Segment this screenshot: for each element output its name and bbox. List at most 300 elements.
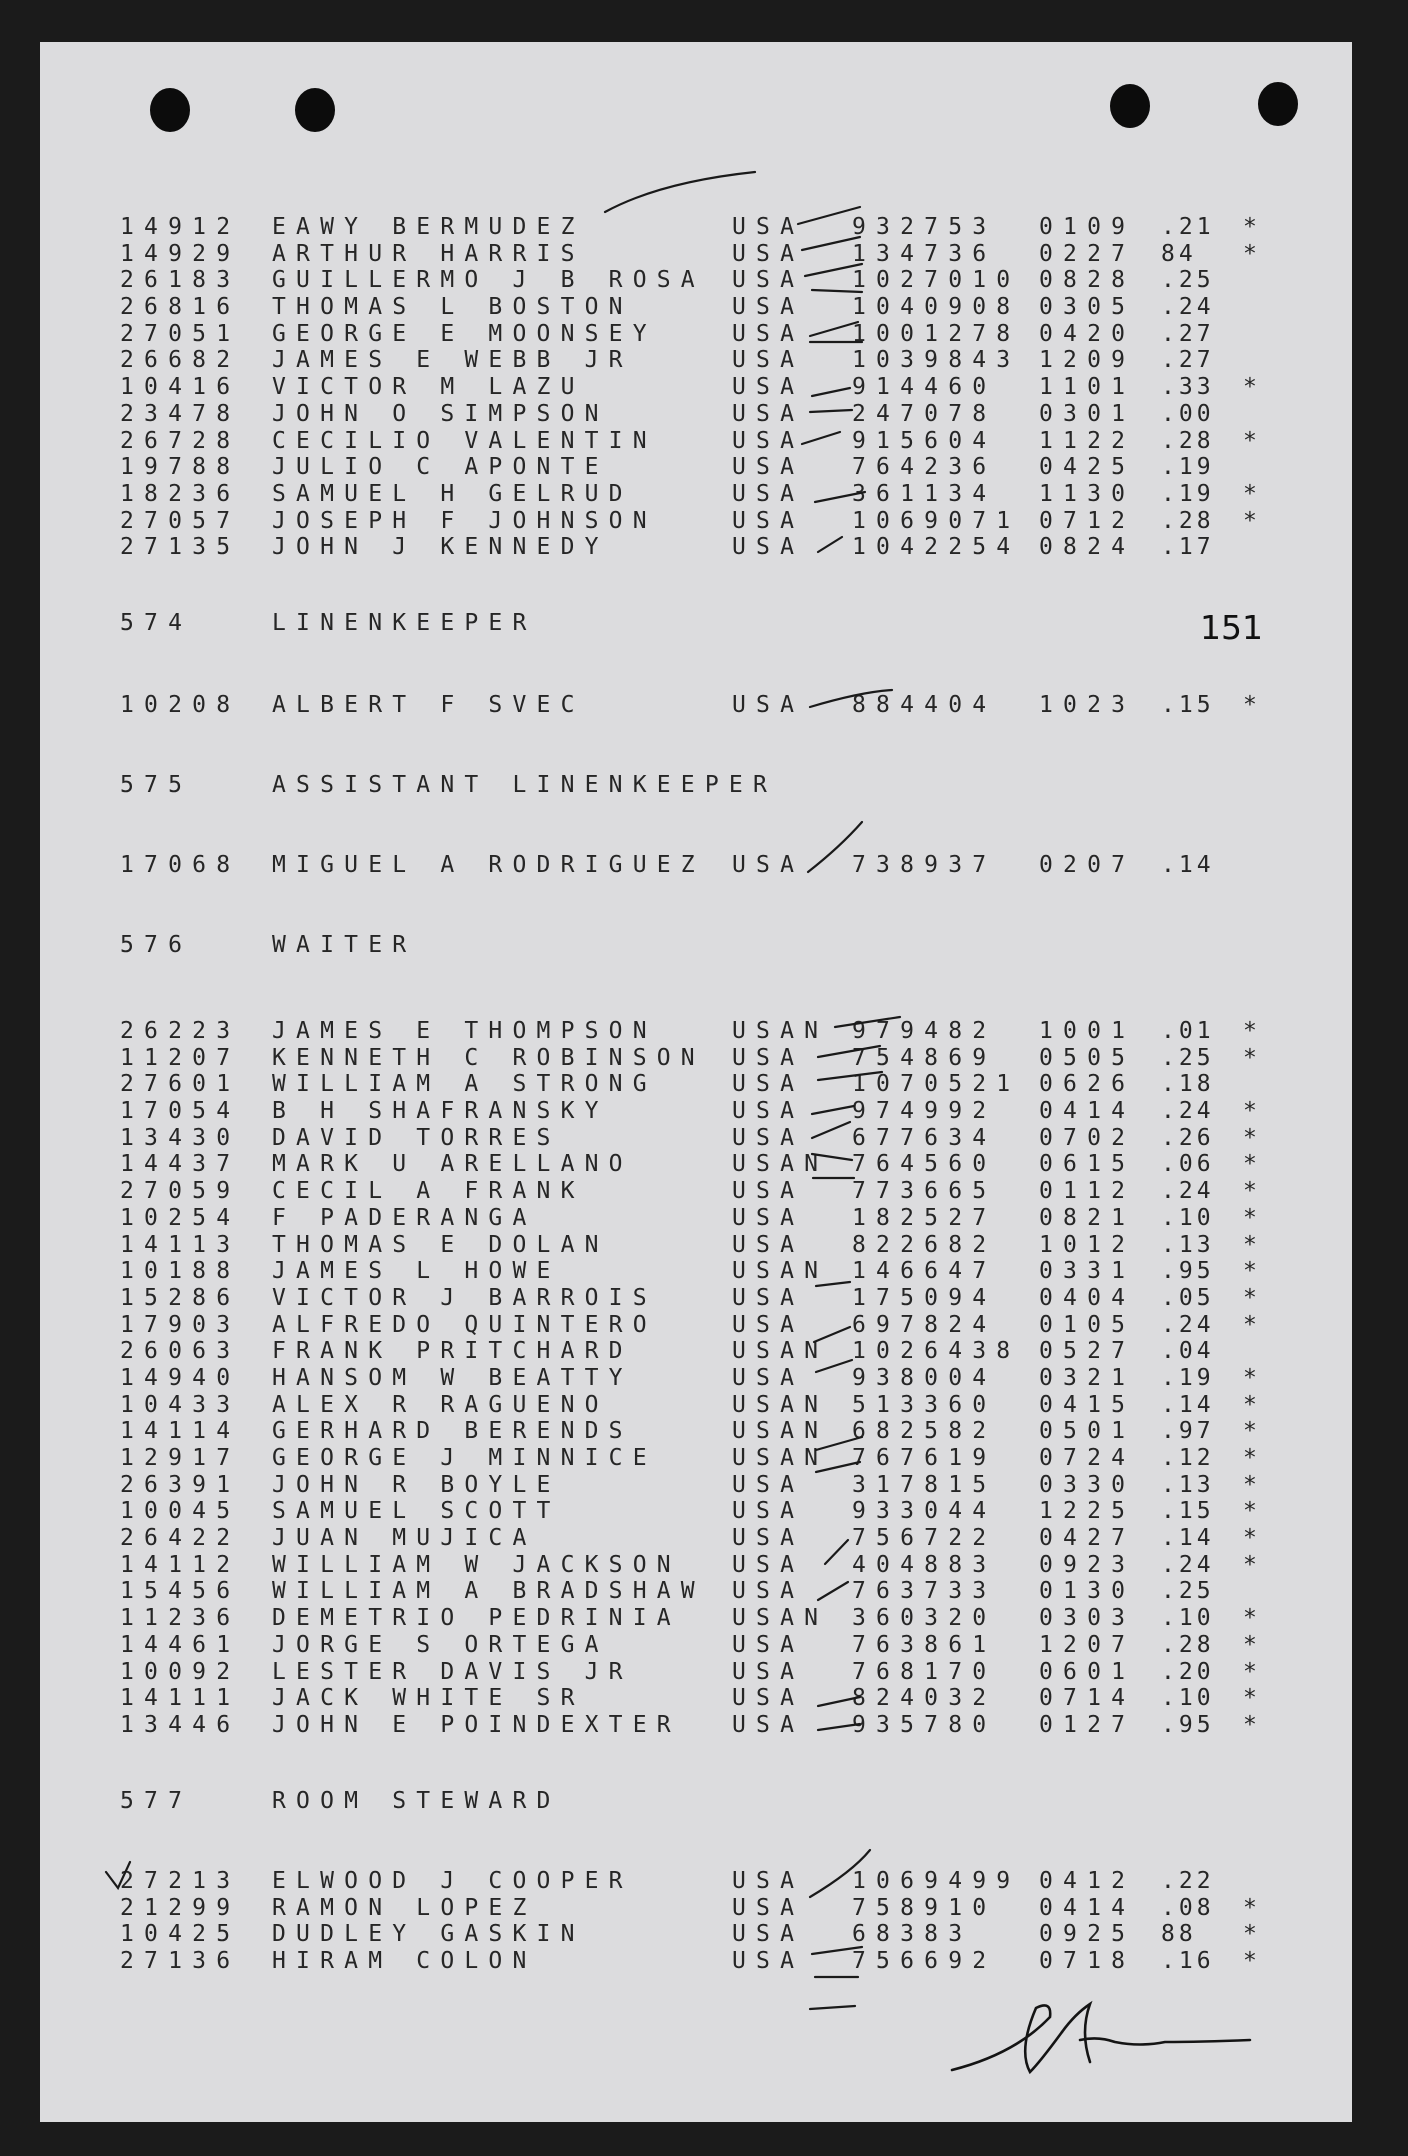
check-mark	[818, 1724, 860, 1730]
date-code: 1023	[1039, 692, 1136, 718]
rate-value: .14	[1161, 1391, 1215, 1418]
rate-value: .15	[1161, 692, 1215, 718]
crew-number: 27059	[120, 1178, 241, 1205]
date-code: 0412	[1039, 1868, 1136, 1894]
crew-name: RAMON LOPEZ	[272, 1894, 537, 1921]
section-code: 576	[120, 932, 193, 958]
nationality: USA	[732, 1178, 805, 1205]
document-number: 768170	[852, 1658, 997, 1685]
document-number: 754869	[852, 1044, 997, 1071]
date-code: 0828	[1039, 267, 1136, 294]
check-mark	[816, 1462, 860, 1472]
date-code: 0718	[1039, 1948, 1136, 1975]
document-number: 182527	[852, 1204, 997, 1231]
section-code: 577	[120, 1788, 193, 1814]
crew-number: 26816	[120, 294, 241, 321]
crew-name: ALBERT F SVEC	[272, 692, 585, 718]
document-number: 974992	[852, 1098, 997, 1125]
crew-number: 11236	[120, 1605, 241, 1632]
nationality: USA	[732, 214, 805, 240]
document-number: 1040908	[852, 294, 1021, 321]
crew-name: WILLIAM W JACKSON	[272, 1551, 681, 1578]
rate-value: .13	[1161, 1471, 1215, 1498]
crew-number: 15456	[120, 1578, 241, 1605]
document-number: 764236	[852, 454, 997, 481]
crew-name: JORGE S ORTEGA	[272, 1631, 609, 1658]
document-number: 884404	[852, 692, 997, 718]
nationality: USAN	[732, 1338, 829, 1365]
date-code: 1001	[1039, 1018, 1136, 1044]
date-code: 0303	[1039, 1605, 1136, 1632]
crew-name: ELWOOD J COOPER	[272, 1868, 633, 1894]
date-code: 0601	[1039, 1658, 1136, 1685]
crew-name: JUAN MUJICA	[272, 1525, 537, 1552]
crew-number: 17068	[120, 852, 241, 878]
date-code: 1207	[1039, 1631, 1136, 1658]
document-number: 932753	[852, 214, 997, 240]
document-number: 1026438	[852, 1338, 1021, 1365]
rate-value: .10	[1161, 1685, 1215, 1712]
document-number: 938004	[852, 1364, 997, 1391]
crew-name: JOHN O SIMPSON	[272, 400, 609, 427]
crew-name: DUDLEY GASKIN	[272, 1921, 585, 1948]
nationality: USAN	[732, 1151, 829, 1178]
date-code: 0501	[1039, 1418, 1136, 1445]
crew-number: 26682	[120, 347, 241, 374]
asterisk-mark: *	[1243, 1284, 1257, 1311]
nationality: USA	[732, 320, 805, 347]
asterisk-mark: *	[1243, 1498, 1257, 1525]
crew-number: 27136	[120, 1948, 241, 1975]
asterisk-mark: *	[1243, 1658, 1257, 1685]
nationality: USA	[732, 1098, 805, 1125]
rate-value: .04	[1161, 1338, 1215, 1365]
date-code: 1012	[1039, 1231, 1136, 1258]
asterisk-mark: *	[1243, 1445, 1257, 1471]
document-number: 767619	[852, 1445, 997, 1471]
rate-value: .12	[1161, 1445, 1215, 1471]
check-mark	[818, 1582, 848, 1600]
date-code: 0127	[1039, 1711, 1136, 1738]
document-number: 764560	[852, 1151, 997, 1178]
crew-number: 14929	[120, 240, 241, 267]
check-mark	[812, 1154, 852, 1160]
check-mark	[812, 388, 850, 396]
document-number: 146647	[852, 1258, 997, 1285]
crew-number: 15286	[120, 1284, 241, 1311]
check-mark	[812, 290, 862, 292]
check-mark	[812, 1106, 854, 1114]
date-code: 0505	[1039, 1044, 1136, 1071]
crew-number: 10045	[120, 1498, 241, 1525]
crew-number: 14940	[120, 1364, 241, 1391]
crew-number: 10092	[120, 1658, 241, 1685]
date-code: 0301	[1039, 400, 1136, 427]
asterisk-mark: *	[1243, 214, 1257, 240]
rate-value: .28	[1161, 507, 1215, 534]
document-number: 134736	[852, 240, 997, 267]
asterisk-mark: *	[1243, 1124, 1257, 1151]
crew-number: 26728	[120, 427, 241, 454]
section-code: 575	[120, 772, 193, 798]
check-mark	[814, 1327, 850, 1342]
document-number: 763861	[852, 1631, 997, 1658]
rate-value: .05	[1161, 1284, 1215, 1311]
nationality: USA	[732, 1364, 805, 1391]
date-code: 0130	[1039, 1578, 1136, 1605]
crew-number: 21299	[120, 1894, 241, 1921]
nationality: USAN	[732, 1258, 829, 1285]
nationality: USA	[732, 1685, 805, 1712]
rate-value: .13	[1161, 1231, 1215, 1258]
document-number: 360320	[852, 1605, 997, 1632]
check-mark	[802, 432, 840, 444]
crew-name: FRANK PRITCHARD	[272, 1338, 633, 1365]
rate-value: .26	[1161, 1124, 1215, 1151]
nationality: USA	[732, 1921, 805, 1948]
rate-value: .19	[1161, 1364, 1215, 1391]
rate-value: .17	[1161, 534, 1215, 561]
rate-value: .28	[1161, 427, 1215, 454]
check-mark	[818, 1697, 860, 1706]
crew-number: 26223	[120, 1018, 241, 1044]
crew-name: VICTOR M LAZU	[272, 374, 585, 401]
rate-value: 84	[1161, 240, 1197, 267]
date-code: 0714	[1039, 1685, 1136, 1712]
document-number: 1042254	[852, 534, 1021, 561]
asterisk-mark: *	[1243, 1711, 1257, 1738]
crew-name: JOHN J KENNEDY	[272, 534, 609, 561]
crew-number: 14114	[120, 1418, 241, 1445]
asterisk-mark: *	[1243, 1471, 1257, 1498]
date-code: 1122	[1039, 427, 1136, 454]
asterisk-mark: *	[1243, 1044, 1257, 1071]
crew-name: ALFREDO QUINTERO	[272, 1311, 657, 1338]
document-number: 979482	[852, 1018, 997, 1044]
check-mark	[810, 322, 858, 336]
crew-name: EAWY BERMUDEZ	[272, 214, 585, 240]
crew-name: HANSOM W BEATTY	[272, 1364, 633, 1391]
check-mark	[812, 1947, 862, 1954]
rate-value: .27	[1161, 320, 1215, 347]
document-number: 758910	[852, 1894, 997, 1921]
check-mark	[825, 1540, 848, 1564]
nationality: USA	[732, 1044, 805, 1071]
date-code: 0427	[1039, 1525, 1136, 1552]
document-number: 933044	[852, 1498, 997, 1525]
document-number: 175094	[852, 1284, 997, 1311]
crew-number: 27135	[120, 534, 241, 561]
check-mark	[812, 1122, 850, 1138]
rate-value: .25	[1161, 1578, 1215, 1605]
nationality: USA	[732, 454, 805, 481]
crew-number: 10254	[120, 1204, 241, 1231]
document-number: 247078	[852, 400, 997, 427]
crew-name: WILLIAM A STRONG	[272, 1071, 657, 1098]
document-number: 697824	[852, 1311, 997, 1338]
check-mark	[810, 410, 852, 412]
date-code: 1130	[1039, 480, 1136, 507]
rate-value: .14	[1161, 852, 1215, 878]
asterisk-mark: *	[1243, 1631, 1257, 1658]
crew-name: JOHN R BOYLE	[272, 1471, 561, 1498]
document-number: 317815	[852, 1471, 997, 1498]
nationality: USA	[732, 1578, 805, 1605]
crew-number: 14112	[120, 1551, 241, 1578]
crew-name: HIRAM COLON	[272, 1948, 537, 1975]
date-code: 0414	[1039, 1098, 1136, 1125]
check-mark	[816, 1360, 852, 1372]
nationality: USAN	[732, 1418, 829, 1445]
nationality: USA	[732, 1231, 805, 1258]
document-number: 682582	[852, 1418, 997, 1445]
date-code: 0112	[1039, 1178, 1136, 1205]
document-number: 824032	[852, 1685, 997, 1712]
document-number: 773665	[852, 1178, 997, 1205]
date-code: 0321	[1039, 1364, 1136, 1391]
document-number: 1069071	[852, 507, 1021, 534]
nationality: USA	[732, 1868, 805, 1894]
crew-number: 17054	[120, 1098, 241, 1125]
check-mark	[805, 264, 862, 276]
nationality: USA	[732, 1658, 805, 1685]
crew-name: WILLIAM A BRADSHAW	[272, 1578, 705, 1605]
nationality: USA	[732, 1498, 805, 1525]
date-code: 1225	[1039, 1498, 1136, 1525]
crew-number: 10425	[120, 1921, 241, 1948]
asterisk-mark: *	[1243, 1605, 1257, 1632]
nationality: USA	[732, 1311, 805, 1338]
asterisk-mark: *	[1243, 692, 1257, 718]
rate-value: .18	[1161, 1071, 1215, 1098]
crew-name: THOMAS L BOSTON	[272, 294, 633, 321]
crew-name: VICTOR J BARROIS	[272, 1284, 657, 1311]
asterisk-mark: *	[1243, 1525, 1257, 1552]
check-mark	[818, 537, 842, 552]
rate-value: .28	[1161, 1631, 1215, 1658]
check-mark	[818, 1046, 880, 1057]
crew-name: GEORGE E MOONSEY	[272, 320, 657, 347]
rate-value: .10	[1161, 1605, 1215, 1632]
nationality: USA	[732, 1711, 805, 1738]
check-mark	[810, 690, 892, 707]
asterisk-mark: *	[1243, 1894, 1257, 1921]
document-number: 915604	[852, 427, 997, 454]
rate-value: .95	[1161, 1258, 1215, 1285]
crew-name: JAMES E WEBB JR	[272, 347, 633, 374]
date-code: 0702	[1039, 1124, 1136, 1151]
nationality: USA	[732, 267, 805, 294]
crew-name: CECIL A FRANK	[272, 1178, 585, 1205]
document-number: 1069499	[852, 1868, 1021, 1894]
date-code: 0404	[1039, 1284, 1136, 1311]
crew-number: 18236	[120, 480, 241, 507]
rate-value: .08	[1161, 1894, 1215, 1921]
crew-name: SAMUEL H GELRUD	[272, 480, 633, 507]
nationality: USA	[732, 1284, 805, 1311]
nationality: USA	[732, 400, 805, 427]
document-number: 756692	[852, 1948, 997, 1975]
document-number: 404883	[852, 1551, 997, 1578]
rate-value: .21	[1161, 214, 1215, 240]
check-mark	[802, 237, 860, 250]
crew-name: SAMUEL SCOTT	[272, 1498, 561, 1525]
crew-number: 10433	[120, 1391, 241, 1418]
crew-name: ARTHUR HARRIS	[272, 240, 585, 267]
asterisk-mark: *	[1243, 1098, 1257, 1125]
document-number: 1001278	[852, 320, 1021, 347]
asterisk-mark: *	[1243, 1178, 1257, 1205]
nationality: USA	[732, 852, 805, 878]
crew-name: DEMETRIO PEDRINIA	[272, 1605, 681, 1632]
rate-value: .95	[1161, 1711, 1215, 1738]
document-number: 1039843	[852, 347, 1021, 374]
rate-value: .10	[1161, 1204, 1215, 1231]
nationality: USA	[732, 1894, 805, 1921]
rate-value: .24	[1161, 294, 1215, 321]
check-mark	[818, 1072, 882, 1080]
nationality: USA	[732, 294, 805, 321]
document-number: 361134	[852, 480, 997, 507]
rate-value: .16	[1161, 1948, 1215, 1975]
date-code: 0420	[1039, 320, 1136, 347]
document-number: 822682	[852, 1231, 997, 1258]
date-code: 1209	[1039, 347, 1136, 374]
date-code: 0331	[1039, 1258, 1136, 1285]
date-code: 0724	[1039, 1445, 1136, 1471]
section-title: ASSISTANT LINENKEEPER	[272, 772, 777, 798]
crew-name: JAMES E THOMPSON	[272, 1018, 657, 1044]
crew-number: 26063	[120, 1338, 241, 1365]
crew-name: THOMAS E DOLAN	[272, 1231, 609, 1258]
crew-name: DAVID TORRES	[272, 1124, 561, 1151]
page-number: 151	[1200, 608, 1263, 647]
nationality: USA	[732, 534, 805, 561]
check-mark	[798, 207, 860, 224]
date-code: 0227	[1039, 240, 1136, 267]
asterisk-mark: *	[1243, 1364, 1257, 1391]
rate-value: .14	[1161, 1525, 1215, 1552]
nationality: USA	[732, 1551, 805, 1578]
date-code: 0824	[1039, 534, 1136, 561]
asterisk-mark: *	[1243, 1391, 1257, 1418]
section-title: WAITER	[272, 932, 417, 958]
crew-number: 26183	[120, 267, 241, 294]
document-number: 1070521	[852, 1071, 1021, 1098]
crew-number: 27601	[120, 1071, 241, 1098]
crew-name: LESTER DAVIS JR	[272, 1658, 633, 1685]
nationality: USA	[732, 1071, 805, 1098]
check-mark	[815, 492, 865, 502]
nationality: USAN	[732, 1391, 829, 1418]
rate-value: .22	[1161, 1868, 1215, 1894]
crew-number: 10416	[120, 374, 241, 401]
crew-name: JACK WHITE SR	[272, 1685, 585, 1712]
crew-number: 26391	[120, 1471, 241, 1498]
document-sheet	[40, 42, 1352, 2122]
asterisk-mark: *	[1243, 1685, 1257, 1712]
crew-number: 27213	[120, 1868, 241, 1894]
nationality: USA	[732, 240, 805, 267]
section-title: LINENKEEPER	[272, 610, 537, 636]
nationality: USAN	[732, 1018, 829, 1044]
crew-number: 14912	[120, 214, 241, 240]
rate-value: .24	[1161, 1551, 1215, 1578]
asterisk-mark: *	[1243, 1231, 1257, 1258]
rate-value: .24	[1161, 1098, 1215, 1125]
document-number: 756722	[852, 1525, 997, 1552]
crew-number: 12917	[120, 1445, 241, 1471]
asterisk-mark: *	[1243, 1948, 1257, 1975]
crew-name: JOSEPH F JOHNSON	[272, 507, 657, 534]
crew-number: 14111	[120, 1685, 241, 1712]
document-number: 513360	[852, 1391, 997, 1418]
document-number: 935780	[852, 1711, 997, 1738]
nationality: USAN	[732, 1445, 829, 1471]
crew-name: JOHN E POINDEXTER	[272, 1711, 681, 1738]
rate-value: .19	[1161, 454, 1215, 481]
crew-number: 14113	[120, 1231, 241, 1258]
rate-value: .01	[1161, 1018, 1215, 1044]
nationality: USA	[732, 1525, 805, 1552]
check-mark	[808, 822, 862, 872]
nationality: USA	[732, 507, 805, 534]
document-number: 1027010	[852, 267, 1021, 294]
section-title: ROOM STEWARD	[272, 1788, 561, 1814]
nationality: USA	[732, 374, 805, 401]
document-number: 677634	[852, 1124, 997, 1151]
rate-value: .25	[1161, 1044, 1215, 1071]
document-number: 68383	[852, 1921, 973, 1948]
document-number: 914460	[852, 374, 997, 401]
date-code: 0626	[1039, 1071, 1136, 1098]
date-code: 0330	[1039, 1471, 1136, 1498]
nationality: USA	[732, 692, 805, 718]
crew-number: 14437	[120, 1151, 241, 1178]
crew-name: CECILIO VALENTIN	[272, 427, 657, 454]
crew-name: ALEX R RAGUENO	[272, 1391, 609, 1418]
nationality: USA	[732, 1948, 805, 1975]
pen-marks	[40, 42, 1352, 2122]
date-code: 0425	[1039, 454, 1136, 481]
asterisk-mark: *	[1243, 480, 1257, 507]
asterisk-mark: *	[1243, 1311, 1257, 1338]
date-code: 0925	[1039, 1921, 1136, 1948]
asterisk-mark: *	[1243, 1921, 1257, 1948]
check-mark	[816, 1282, 850, 1286]
crew-number: 23478	[120, 400, 241, 427]
section-code: 574	[120, 610, 193, 636]
nationality: USA	[732, 480, 805, 507]
check-mark	[605, 172, 755, 212]
crew-number: 13430	[120, 1124, 241, 1151]
nationality: USA	[732, 1471, 805, 1498]
asterisk-mark: *	[1243, 240, 1257, 267]
rate-value: .33	[1161, 374, 1215, 401]
crew-name: JAMES L HOWE	[272, 1258, 561, 1285]
crew-number: 19788	[120, 454, 241, 481]
date-code: 0415	[1039, 1391, 1136, 1418]
asterisk-mark: *	[1243, 1551, 1257, 1578]
asterisk-mark: *	[1243, 1258, 1257, 1285]
rate-value: .15	[1161, 1498, 1215, 1525]
asterisk-mark: *	[1243, 1151, 1257, 1178]
date-code: 0207	[1039, 852, 1136, 878]
nationality: USA	[732, 427, 805, 454]
date-code: 0414	[1039, 1894, 1136, 1921]
rate-value: .19	[1161, 480, 1215, 507]
crew-name: F PADERANGA	[272, 1204, 537, 1231]
